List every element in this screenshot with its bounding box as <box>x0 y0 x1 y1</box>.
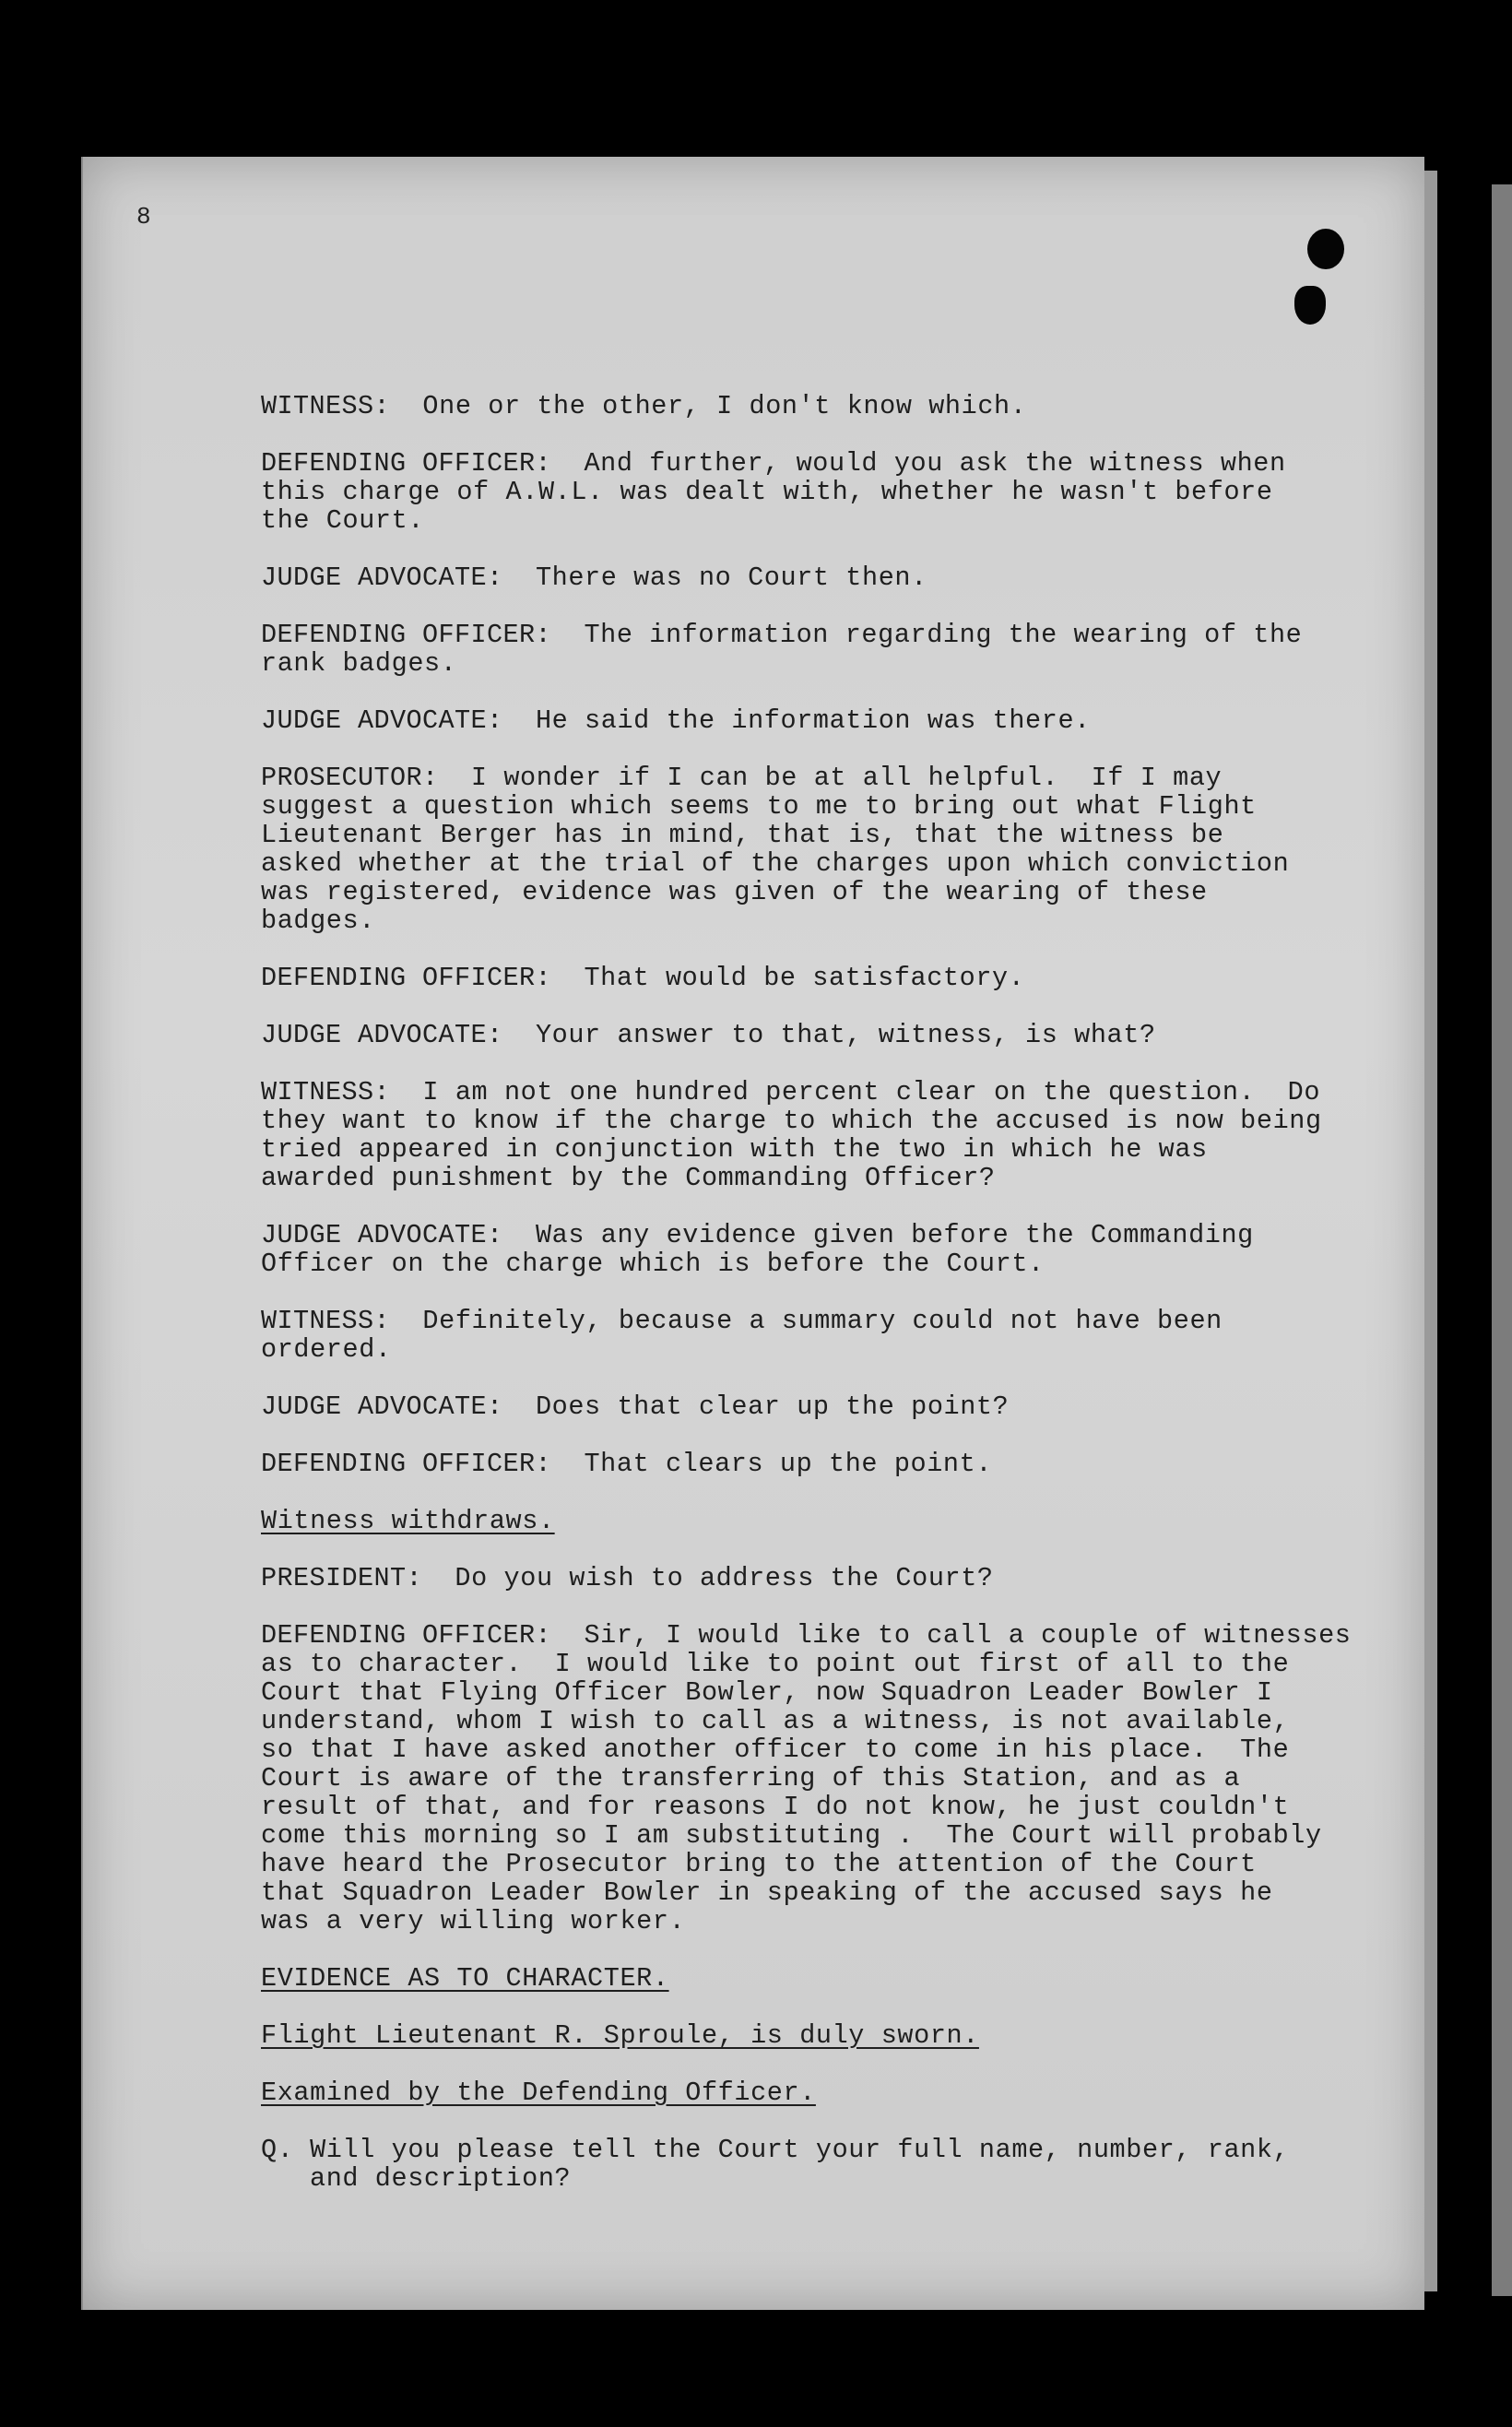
transcript-entry <box>261 621 1390 678</box>
speaker-label: DEFENDING OFFICER: <box>261 620 552 650</box>
question-line: Q. Will you please tell the Court your full name, number, rank, <box>261 2135 1290 2165</box>
transcript-entry <box>261 964 1390 992</box>
transcript-entry <box>261 1221 1390 1278</box>
entry-text: Does that clear up the point? <box>502 1391 1010 1422</box>
transcript-entry <box>261 1392 1390 1421</box>
transcript-entry <box>261 392 1390 420</box>
speaker-label: PRESIDENT: <box>261 1563 423 1593</box>
page-right-edge <box>1424 171 1437 2291</box>
entry-text: I am not one hundred percent clear on the question. Do they want to know if the charge to which the accused is now being tried appeared in conjunction with the two in which he was awarded punishment by the Commanding Officer? <box>261 1077 1322 1193</box>
transcript-entry <box>261 1564 1390 1592</box>
speaker-label: WITNESS: <box>261 391 391 421</box>
speaker-label: JUDGE ADVOCATE: <box>261 562 503 593</box>
entry-text: Your answer to that, witness, is what? <box>502 1020 1156 1050</box>
entry-text: He said the information was there. <box>502 705 1091 736</box>
speaker-label: JUDGE ADVOCATE: <box>261 1220 503 1250</box>
transcript-entry <box>261 764 1390 935</box>
entry-text: Was any evidence given before the Commanding Officer on the charge which is before the Court. <box>261 1220 1254 1279</box>
transcript-entry <box>261 1450 1390 1478</box>
entry-text: Definitely, because a summary could not have been ordered. <box>261 1306 1223 1365</box>
transcript-entry <box>261 1078 1390 1192</box>
heading-examined-by: Examined by the Defending Officer. <box>261 2078 816 2108</box>
transcript-entry <box>261 1021 1390 1049</box>
entry-text: And further, would you ask the witness when this charge of A.W.L. was dealt with, whether he wasn't before the Court. <box>261 448 1286 536</box>
entry-text: That would be satisfactory. <box>551 963 1025 993</box>
entry-text: One or the other, I don't know which. <box>390 391 1027 421</box>
adjacent-page-strip <box>1492 184 1512 2296</box>
transcript-entry <box>261 1307 1390 1364</box>
entry-text: Sir, I would like to call a couple of witnesses as to character. I would like to point out first of all to the Court that Flying Officer Bowler, now Squadron Leader Bowler I understand, whom I wish to call as a witness, is not available, so that I have asked another officer to come in his place. The Court is aware of the transferring of this Station, and as a result of that, and for reasons I do not know, he just couldn't come this morning so I am substituting . The Court will probably have heard the Prosecutor bring to the attention of the Court that Squadron Leader Bowler in speaking of the accused says he was a very willing worker. <box>261 1620 1352 1936</box>
entry-text: There was no Court then. <box>502 562 927 593</box>
speaker-label: WITNESS: <box>261 1077 391 1107</box>
question-continuation: and description? <box>310 2163 572 2194</box>
speaker-label: DEFENDING OFFICER: <box>261 448 552 479</box>
entry-text: The information regarding the wearing of the rank badges. <box>261 620 1303 679</box>
transcript-entry <box>261 1621 1390 1936</box>
speaker-label: WITNESS: <box>261 1306 391 1336</box>
transcript-entry <box>261 706 1390 735</box>
speaker-label: DEFENDING OFFICER: <box>261 963 552 993</box>
speaker-label: DEFENDING OFFICER: <box>261 1449 552 1479</box>
speaker-label: JUDGE ADVOCATE: <box>261 1391 503 1422</box>
heading-witness-sworn: Flight Lieutenant R. Sproule, is duly sworn. <box>261 2020 979 2051</box>
speaker-label: DEFENDING OFFICER: <box>261 1620 552 1651</box>
transcript-body <box>261 392 1390 2193</box>
speaker-label: PROSECUTOR: <box>261 763 439 793</box>
speaker-label: JUDGE ADVOCATE: <box>261 1020 503 1050</box>
entry-text: Do you wish to address the Court? <box>422 1563 994 1593</box>
speaker-label: JUDGE ADVOCATE: <box>261 705 503 736</box>
punch-hole-icon <box>1307 229 1344 269</box>
punch-hole-icon <box>1294 286 1326 325</box>
page-number: 8 <box>136 203 151 231</box>
entry-text: I wonder if I can be at all helpful. If I may suggest a question which seems to me to bring out what Flight Lieutenant Berger has in mind, that is, that the witness be asked whether at the trial of the charges upon which conviction was registered, evidence was given of the wearing of these badges. <box>261 763 1290 936</box>
transcript-entry <box>261 449 1390 535</box>
entry-text: That clears up the point. <box>551 1449 993 1479</box>
transcript-entry <box>261 563 1390 592</box>
heading-witness-withdraws: Witness withdraws. <box>261 1506 555 1536</box>
heading-evidence-character: EVIDENCE AS TO CHARACTER. <box>261 1963 669 1994</box>
